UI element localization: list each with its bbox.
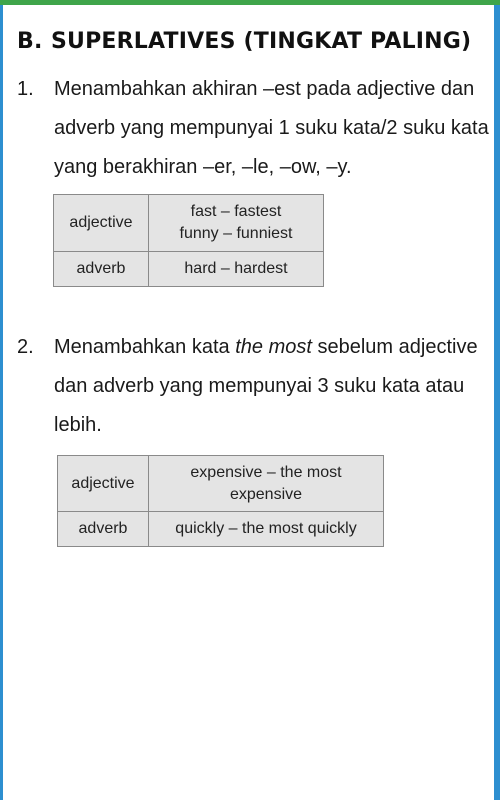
adverb-label: adverb <box>58 512 149 547</box>
section-title: SUPERLATIVES (TINGKAT PALING) <box>51 29 472 54</box>
rule-2-line-3: lebih. <box>54 414 102 436</box>
adjective-example-1: expensive – the most <box>190 463 342 481</box>
rule-1-table <box>53 194 324 287</box>
adverb-example: hard – hardest <box>149 252 324 287</box>
rule-2-line-1-start: Menambahkan kata <box>54 336 236 358</box>
adjective-label: adjective <box>54 195 149 252</box>
table-row <box>54 195 324 252</box>
section-letter: B. <box>17 29 43 54</box>
rule-2-line-1-end: sebelum adjective <box>311 336 478 358</box>
adjective-examples <box>149 195 324 252</box>
table-row <box>58 512 384 547</box>
rule-1-line-3: yang berakhiran –er, –le, –ow, –y. <box>54 156 352 178</box>
rule-1-line-1: Menambahkan akhiran –est pada adjective dan <box>54 78 475 100</box>
rule-2-line-2: dan adverb yang mempunyai 3 suku kata atau <box>54 375 465 397</box>
table-row <box>54 252 324 287</box>
rule-2-line-1 <box>54 336 478 359</box>
adjective-label: adjective <box>58 456 149 512</box>
rule-2-line-1-italic: the most <box>235 336 312 358</box>
rule-2-number: 2. <box>17 336 34 358</box>
section-heading <box>17 29 471 54</box>
rule-2-table <box>57 455 384 547</box>
table-row <box>58 456 384 512</box>
adjective-example-2: funny – funniest <box>179 225 293 242</box>
adjective-example-1: fast – fastest <box>190 203 282 220</box>
adverb-example: quickly – the most quickly <box>149 512 384 547</box>
adjective-example-2: expensive <box>229 485 303 503</box>
adjective-examples <box>149 456 384 512</box>
document-page[interactable] <box>3 5 494 800</box>
rule-1-number: 1. <box>17 78 34 100</box>
rule-1-line-2: adverb yang mempunyai 1 suku kata/2 suku kata <box>54 117 489 139</box>
adverb-label: adverb <box>54 252 149 287</box>
